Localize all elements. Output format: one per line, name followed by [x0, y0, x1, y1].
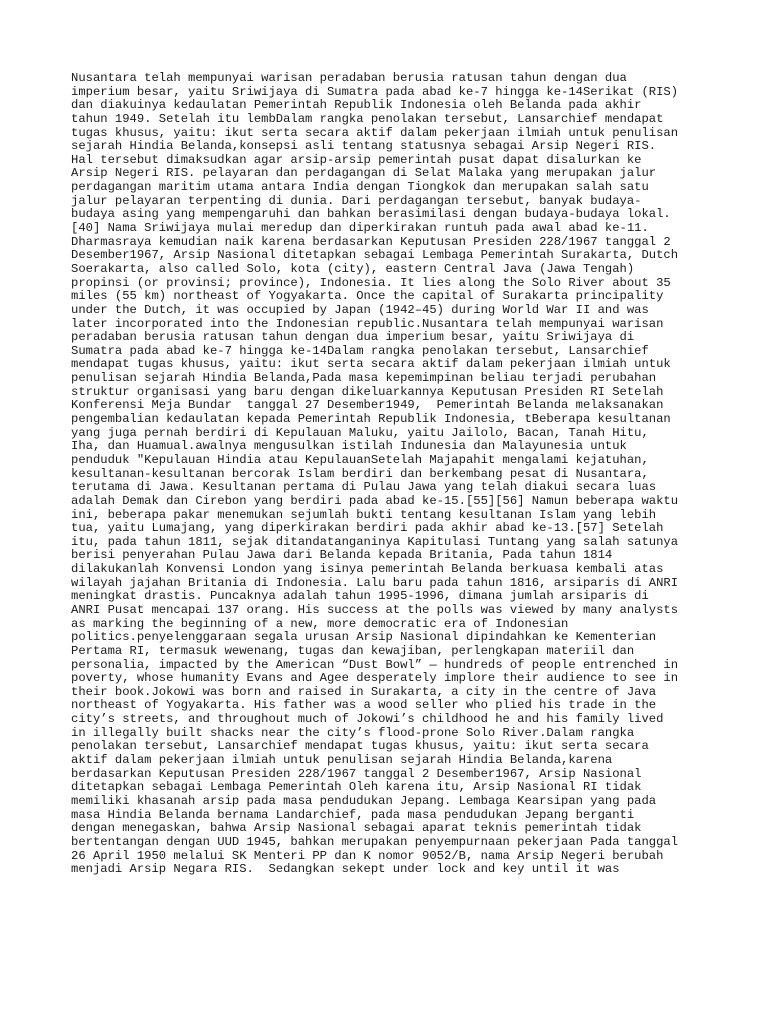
text-line: memiliki khasanah arsip pada masa pendudukan Jepang. Lembaga Kearsipan yang pada [71, 793, 657, 808]
text-line: Soerakarta, also called Solo, kota (city), eastern Central Java (Jawa Tengah) [71, 261, 635, 276]
text-line: Konferensi Meja Bundar tanggal 27 Desember1949, Pemerintah Belanda melaksanakan [71, 398, 664, 413]
text-line: penulisan sejarah Hindia Belanda,Pada masa kepemimpinan beliau terjadi perubahan [71, 371, 657, 386]
text-line: itu, pada tahun 1811, sejak ditandatanganinya Kapitulasi Tuntang yang salah satunya [71, 534, 679, 549]
text-line: yang juga pernah berdiri di Kepulauan Maluku, yaitu Jailolo, Bacan, Tanah Hitu, [71, 425, 649, 440]
text-line: Arsip Negeri RIS. pelayaran dan perdagangan di Selat Malaka yang merupakan jalur [71, 166, 657, 181]
text-line: peradaban berusia ratusan tahun dengan dua imperium besar, yaitu Sriwijaya di [71, 330, 635, 345]
text-line: mendapat tugas khusus, yaitu: ikut serta secara aktif dalam pekerjaan ilmiah untuk [71, 357, 671, 372]
text-line: menjadi Arsip Negara RIS. Sedangkan sekept under lock and key until it was [71, 862, 620, 877]
text-line: Sumatra pada abad ke-7 hingga ke-14Dalam rangka penolakan tersebut, Lansarchief [71, 343, 649, 358]
text-line: as marking the beginning of a new, more democratic era of Indonesian [71, 616, 569, 631]
text-line: Nusantara telah mempunyai warisan peradaban berusia ratusan tahun dengan dua [71, 71, 627, 85]
text-line: berisi penyerahan Pulau Jawa dari Belanda kepada Britania, Pada tahun 1814 [71, 548, 613, 563]
text-line: aktif dalam pekerjaan ilmiah untuk penulisan sejarah Hindia Belanda,karena [71, 753, 613, 768]
text-line: adalah Demak dan Cirebon yang berdiri pada abad ke-15.[55][56] Namun beberapa waktu [71, 493, 679, 508]
text-line: wilayah jajahan Britania di Indonesia. Lalu baru pada tahun 1816, arsiparis di ANRI [71, 575, 679, 590]
text-line: bertentangan dengan UUD 1945, bahkan merupakan penyempurnaan pekerjaan Pada tanggal [71, 834, 679, 849]
text-line: perdagangan maritim utama antara India dengan Tiongkok dan merupakan salah satu [71, 180, 649, 195]
text-line: tugas khusus, yaitu: ikut serta secara aktif dalam pekerjaan ilmiah untuk penulisan [71, 125, 679, 140]
text-line: tahun 1949. Setelah itu lembDalam rangka penolakan tersebut, Lansarchief mendapat [71, 111, 664, 126]
text-line: pengembalian kedaulatan kepada Pemerintah Republik Indonesia, tBeberapa kesultanan [71, 412, 671, 427]
text-line: Dharmasraya kemudian naik karena berdasarkan Keputusan Presiden 228/1967 tanggal 2 [71, 234, 671, 249]
text-line: penduduk "Kepulauan Hindia atau KepulauanSetelah Majapahit mengalami kejatuhan, [71, 452, 649, 467]
text-line: ditetapkan sebagai Lembaga Pemerintah Oleh karena itu, Arsip Nasional RI tidak [71, 780, 642, 795]
text-line: kesultanan-kesultanan bercorak Islam berdiri dan berkembang pesat di Nusantara, [71, 466, 649, 481]
text-line: [40] Nama Sriwijaya mulai meredup dan diperkirakan runtuh pada awal abad ke-11. [71, 221, 649, 236]
text-line: jalur pelayaran terpenting di dunia. Dari perdagangan tersebut, banyak budaya- [71, 193, 642, 208]
text-line: Desember1967, Arsip Nasional ditetapkan sebagai Lembaga Pemerintah Surakarta, Dutch [71, 248, 679, 263]
text-line: penolakan tersebut, Lansarchief mendapat tugas khusus, yaitu: ikut serta secara [71, 739, 649, 754]
text-line: dengan menegaskan, bahwa Arsip Nasional sebagai aparat teknis pemerintah tidak [71, 821, 642, 836]
text-line: city’s streets, and throughout much of Jokowi’s childhood he and his family lived [71, 712, 664, 727]
text-line: budaya asing yang mempengaruhi dan bahkan berasimilasi dengan budaya-budaya lokal. [71, 207, 671, 222]
text-line: dilakukanlah Konvensi London yang isinya pemerintah Belanda berkuasa kembali atas [71, 562, 664, 577]
text-line: meningkat drastis. Puncaknya adalah tahun 1995-1996, dimana jumlah arsiparis di [71, 589, 649, 604]
text-line: poverty, whose humanity Evans and Agee desperately implore their audience to see in [71, 671, 679, 686]
text-line: under the Dutch, it was occupied by Japan (1942–45) during World War II and was [71, 302, 649, 317]
text-line: sejarah Hindia Belanda,konsepsi asli tentang statusnya sebagai Arsip Negeri RIS. [71, 139, 657, 154]
text-line: Iha, dan Huamual.awalnya mengusulkan istilah Indunesia dan Malayunesia untuk [71, 439, 627, 454]
text-line: later incorporated into the Indonesian republic.Nusantara telah mempunyai warisan [71, 316, 664, 331]
text-line: personalia, impacted by the American “Dust Bowl” — hundreds of people entrenched in [71, 657, 679, 672]
text-line: dan diakuinya kedaulatan Pemerintah Republik Indonesia oleh Belanda pada akhir [71, 98, 642, 113]
text-line: struktur organisasi yang baru dengan dikeluarkannya Keputusan Presiden RI Setelah [71, 384, 664, 399]
text-line: imperium besar, yaitu Sriwijaya di Sumatra pada abad ke-7 hingga ke-14Serikat (RIS) [71, 84, 679, 99]
text-line: masa Hindia Belanda bernama Landarchief, pada masa pendudukan Jepang berganti [71, 807, 635, 822]
text-line: ANRI Pusat mencapai 137 orang. His success at the polls was viewed by many analysts [71, 602, 679, 617]
body-text [71, 72, 731, 877]
text-line: politics.penyelenggaraan segala urusan Arsip Nasional dipindahkan ke Kementerian [71, 630, 657, 645]
text-line: tua, yaitu Lumajang, yang diperkirakan berdiri pada akhir abad ke-13.[57] Setelah [71, 521, 664, 536]
text-line: terutama di Jawa. Kesultanan pertama di Pulau Jawa yang telah diakui secara luas [71, 480, 657, 495]
text-line: their book.Jokowi was born and raised in Surakarta, a city in the centre of Java [71, 684, 657, 699]
text-line: miles (55 km) northeast of Yogyakarta. Once the capital of Surakarta principality [71, 289, 664, 304]
text-line: berdasarkan Keputusan Presiden 228/1967 tanggal 2 Desember1967, Arsip Nasional [71, 766, 642, 781]
text-line: Pertama RI, termasuk wewenang, tugas dan kewajiban, perlengkapan materiil dan [71, 643, 635, 658]
text-line: northeast of Yogyakarta. His father was a wood seller who plied his trade in the [71, 698, 657, 713]
text-line: in illegally built shacks near the city’s flood-prone Solo River.Dalam rangka [71, 725, 635, 740]
text-line: propinsi (or provinsi; province), Indonesia. It lies along the Solo River about 35 [71, 275, 671, 290]
text-line: 26 April 1950 melalui SK Menteri PP dan K nomor 9052/B, nama Arsip Negeri berubah [71, 848, 664, 863]
text-line: ini, beberapa pakar menemukan sejumlah bukti tentang kesultanan Islam yang lebih [71, 507, 657, 522]
text-line: Hal tersebut dimaksudkan agar arsip-arsip pemerintah pusat dapat disalurkan ke [71, 152, 642, 167]
